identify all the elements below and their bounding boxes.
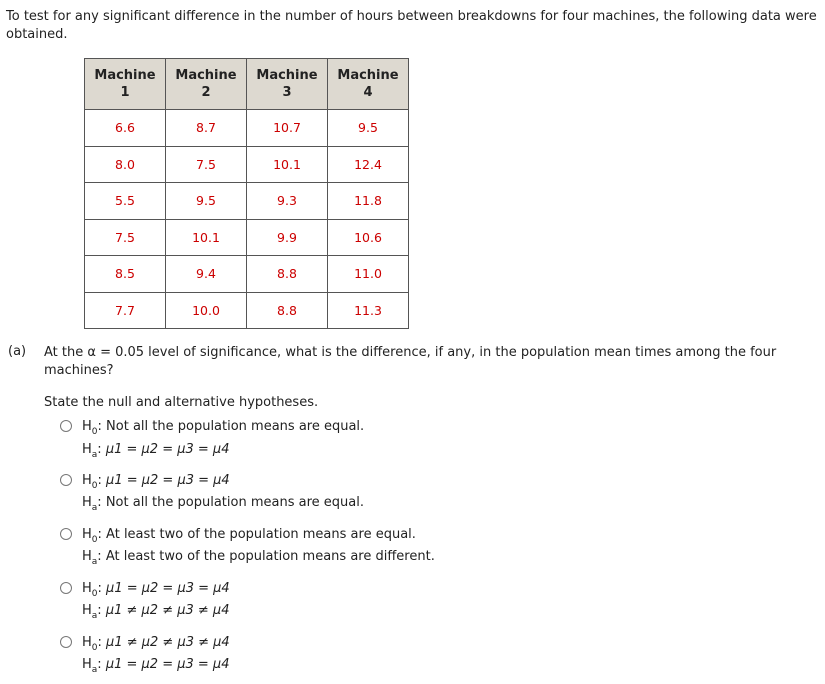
table-cell: 8.8	[247, 256, 328, 293]
table-cell: 9.4	[166, 256, 247, 293]
option-1-ha: $H_a$: μ1 = μ2 = μ3 = μ4	[82, 442, 230, 460]
option-1-h0: $H_0$: Not all the population means are equal.	[82, 419, 365, 437]
table-row	[85, 219, 409, 256]
option-2-h0: $H_0$: μ1 = μ2 = μ3 = μ4	[82, 473, 230, 491]
table-cell: 9.5	[328, 110, 409, 147]
table-cell: 10.0	[166, 292, 247, 329]
intro-text: To test for any significant difference in the number of hours between breakdowns for four machines, the following data were obtained.	[6, 9, 817, 42]
question-text: At the α = 0.05 level of significance, what is the difference, if any, in the population mean times among the four machines?	[44, 345, 777, 378]
radio-button[interactable]	[60, 528, 72, 540]
table-cell: 11.0	[328, 256, 409, 293]
table-cell: 9.3	[247, 183, 328, 220]
header-machine-2: Machine 2	[166, 59, 247, 110]
table-cell: 9.9	[247, 219, 328, 256]
question-label: (a)	[8, 344, 27, 359]
table-row	[85, 292, 409, 329]
option-3-ha: $H_a$: At least two of the population means are different.	[82, 549, 435, 567]
table-cell: 11.8	[328, 183, 409, 220]
table-row	[85, 146, 409, 183]
table-cell: 8.0	[85, 146, 166, 183]
table-cell: 6.6	[85, 110, 166, 147]
table-cell: 8.7	[166, 110, 247, 147]
table-cell: 10.1	[247, 146, 328, 183]
table-cell: 12.4	[328, 146, 409, 183]
header-machine-3: Machine 3	[247, 59, 328, 110]
option-3-h0: $H_0$: At least two of the population means are equal.	[82, 527, 416, 545]
header-machine-4: Machine 4	[328, 59, 409, 110]
table-header-row	[85, 59, 409, 110]
table-cell: 7.7	[85, 292, 166, 329]
table-cell: 7.5	[166, 146, 247, 183]
table-row	[85, 183, 409, 220]
table-cell: 9.5	[166, 183, 247, 220]
radio-button[interactable]	[60, 582, 72, 594]
radio-button[interactable]	[60, 420, 72, 432]
table-cell: 8.8	[247, 292, 328, 329]
table-cell: 10.6	[328, 219, 409, 256]
table-cell: 5.5	[85, 183, 166, 220]
option-5-ha: $H_a$: μ1 = μ2 = μ3 = μ4	[82, 657, 230, 675]
option-4-h0: $H_0$: μ1 = μ2 = μ3 = μ4	[82, 581, 230, 599]
radio-button[interactable]	[60, 474, 72, 486]
header-machine-1: Machine 1	[85, 59, 166, 110]
radio-button[interactable]	[60, 636, 72, 648]
table-cell: 7.5	[85, 219, 166, 256]
data-table	[84, 58, 409, 329]
table-row	[85, 256, 409, 293]
option-2-ha: $H_a$: Not all the population means are equal.	[82, 495, 364, 513]
table-cell: 10.1	[166, 219, 247, 256]
table-cell: 8.5	[85, 256, 166, 293]
table-row	[85, 110, 409, 147]
table-cell: 11.3	[328, 292, 409, 329]
instruction-text: State the null and alternative hypotheses.	[44, 395, 319, 410]
option-5-h0: $H_0$: μ1 ≠ μ2 ≠ μ3 ≠ μ4	[82, 635, 230, 653]
table-cell: 10.7	[247, 110, 328, 147]
option-4-ha: $H_a$: μ1 ≠ μ2 ≠ μ3 ≠ μ4	[82, 603, 230, 621]
